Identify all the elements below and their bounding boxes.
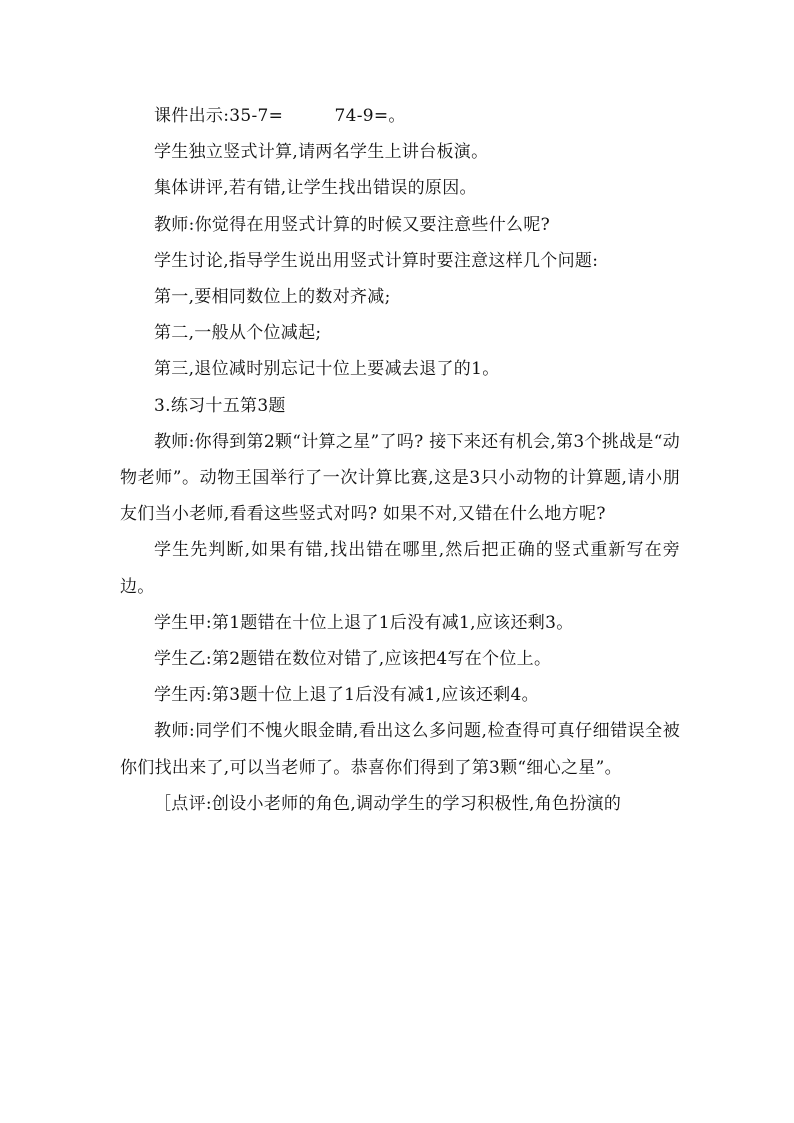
paragraph-student-judge: 学生先判断,如果有错,找出错在哪里,然后把正确的竖式重新写在旁边。 [120,540,680,597]
paragraph-rule-third: 第三,退位减时别忘记十位上要减去退了的1。 [154,359,500,380]
paragraph-student-b: 学生乙:第2题错在数位对错了,应该把4写在个位上。 [154,649,552,670]
paragraph-group-review: 集体讲评,若有错,让学生找出错误的原因。 [154,178,477,199]
paragraph-rule-second: 第二,一般从个位减起; [154,323,322,344]
paragraph-teacher-praise: 教师:同学们不愧火眼金睛,看出这么多问题,检查得可真仔细错误全被你们找出来了,可以当老师了。恭喜你们得到了第3颗“细心之星”。 [120,721,680,778]
paragraph-student-vertical-calc: 学生独立竖式计算,请两名学生上讲台板演。 [154,142,489,163]
paragraph-teacher-challenge: 教师:你得到第2颗“计算之星”了吗? 接下来还有机会,第3个挑战是“动物老师”。动物王国举行了一次计算比赛,这是3只小动物的计算题,请小朋友们当小老师,看看这些竖式对吗? 如果不对,又错在什么地方呢? [120,431,680,525]
section-heading-exercise: 3.练习十五第3题 [154,395,286,416]
paragraph-comment: ［点评:创设小老师的角色,调动学生的学习积极性,角色扮演的 [154,793,622,814]
document-body [120,98,680,822]
paragraph-student-a: 学生甲:第1题错在十位上退了1后没有减1,应该还剩3。 [154,612,574,633]
paragraph-rule-first: 第一,要相同数位上的数对齐减; [154,287,391,308]
paragraph-teacher-question: 教师:你觉得在用竖式计算的时候又要注意些什么呢? [154,214,551,235]
paragraph-student-c: 学生丙:第3题十位上退了1后没有减1,应该还剩4。 [154,685,539,706]
paragraph-student-discussion: 学生讨论,指导学生说出用竖式计算时要注意这样几个问题: [154,250,599,271]
paragraph-courseware-display: 课件出示:35-7= 74-9=。 [154,106,406,126]
